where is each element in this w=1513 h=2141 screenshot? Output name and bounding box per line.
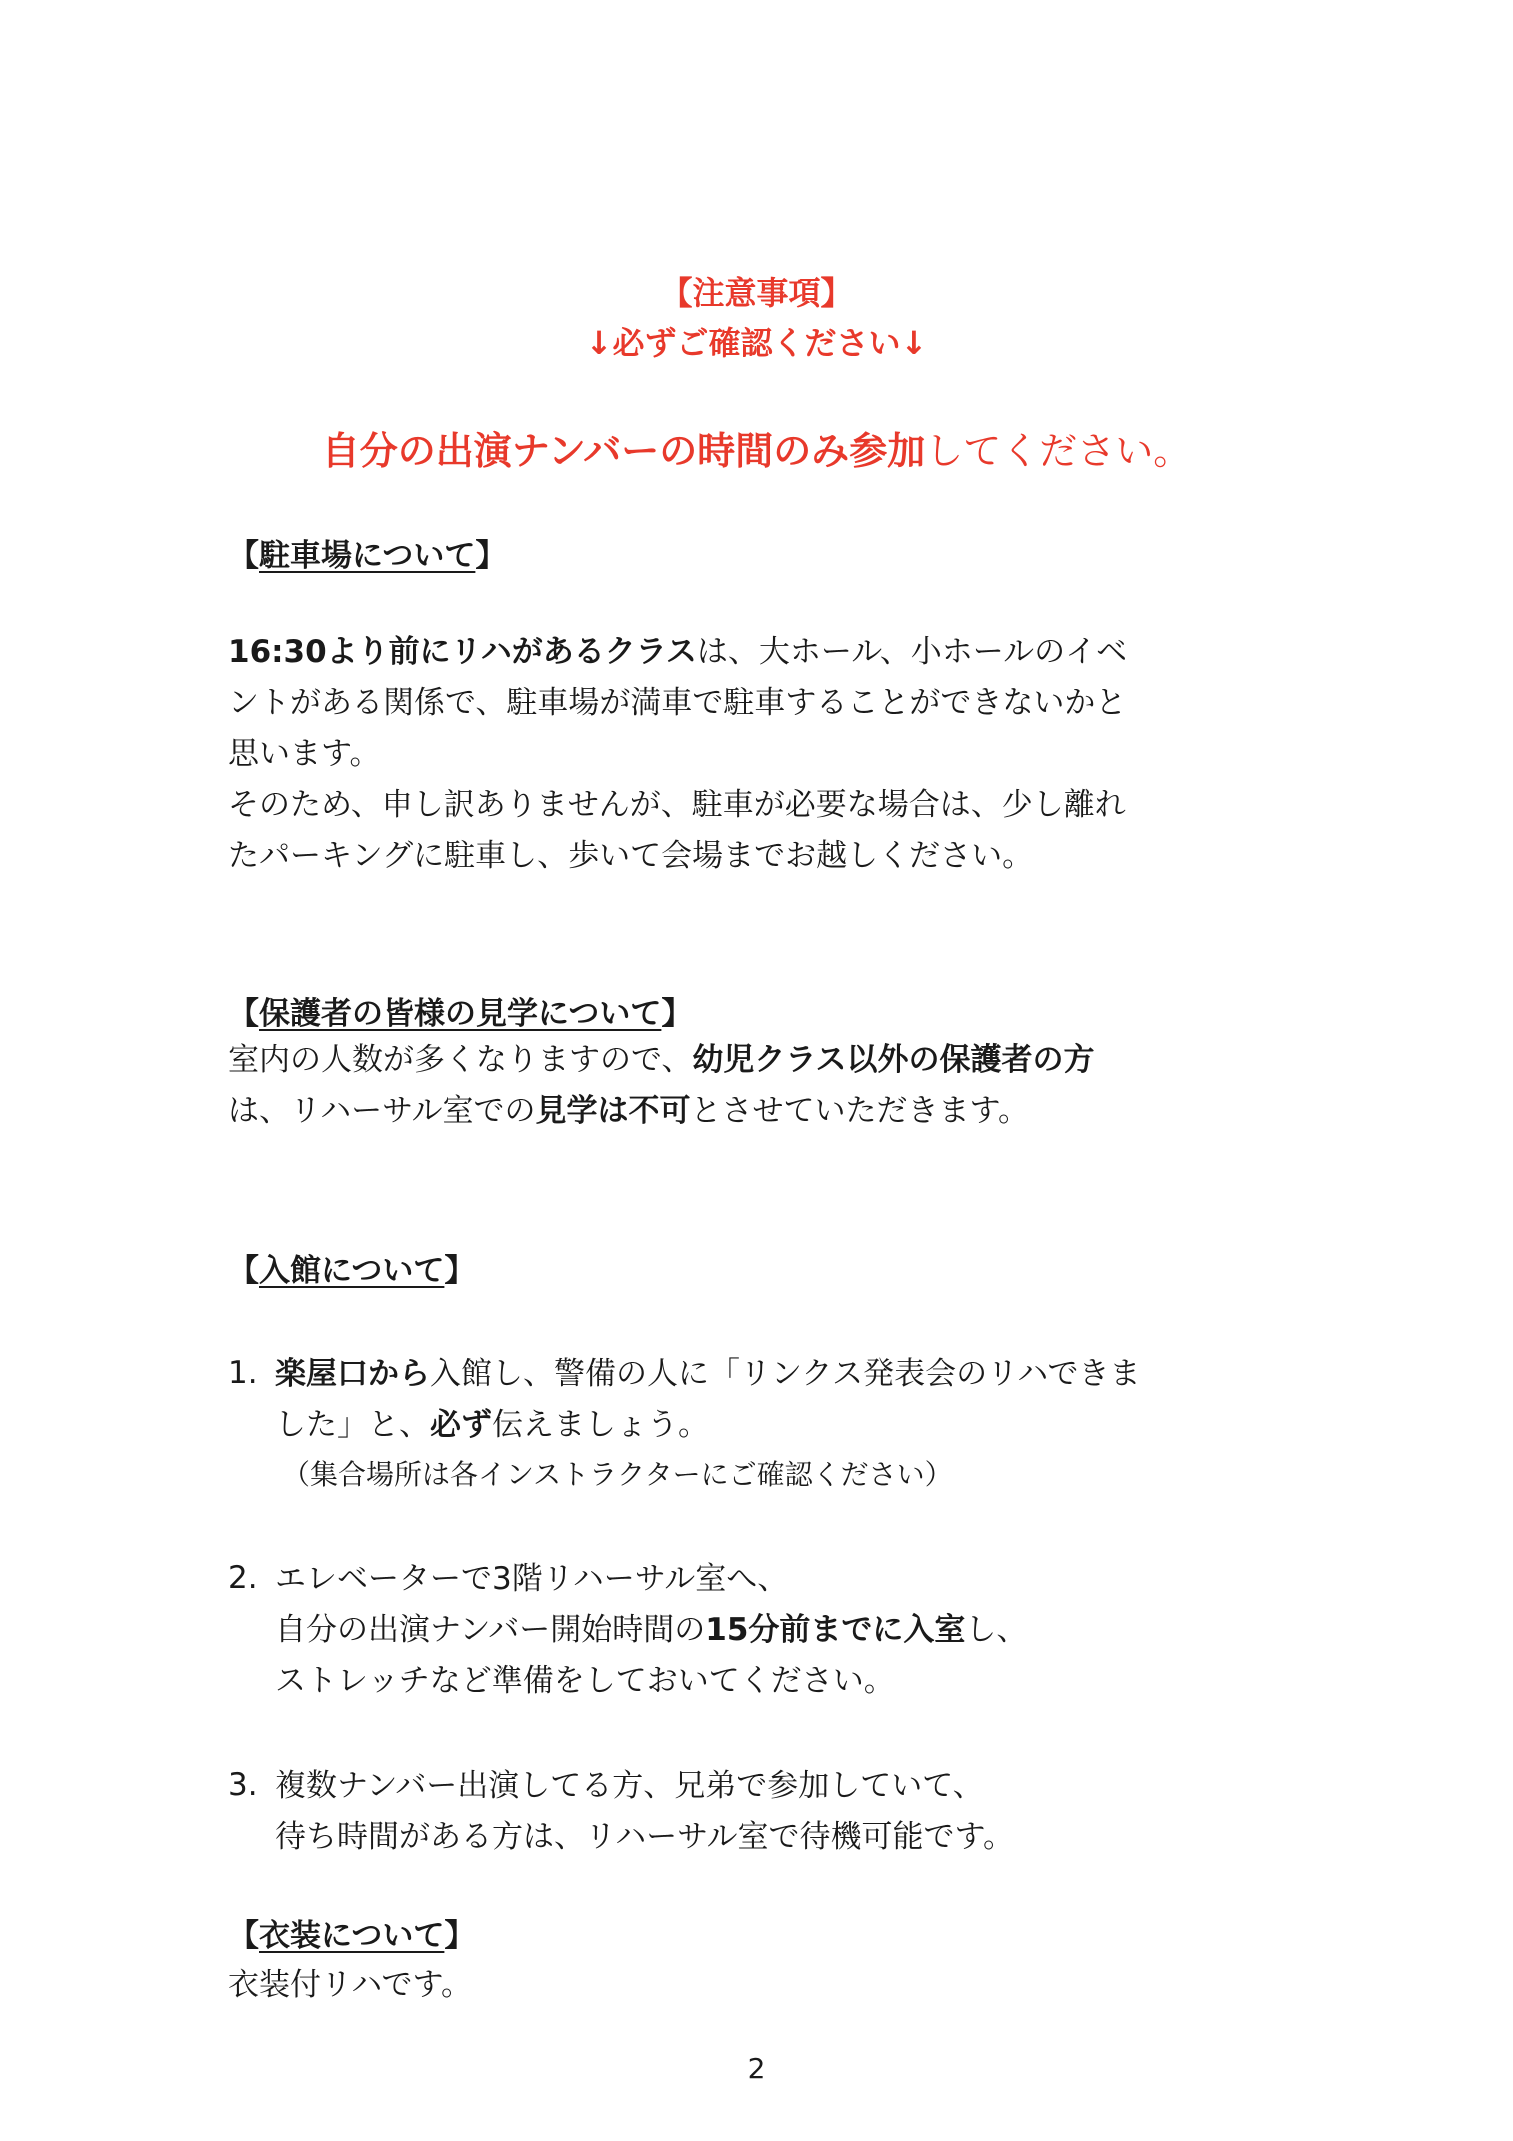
parking-line-4: そのため、申し訳ありませんが、駐車が必要な場合は、少し離れ — [228, 787, 1126, 823]
entry-item-1-number: 1. — [228, 1355, 258, 1391]
costume-text: 衣装付リハです。 — [228, 1967, 472, 2003]
parking-heading-text: 駐車場について — [259, 538, 476, 574]
bracket-open: 【 — [228, 538, 259, 574]
guardians-line-2-b: とさせていただきます。 — [690, 1093, 1030, 1129]
entry-item-1-rest: 入館し、警備の人に「リンクス発表会のリハできま — [430, 1356, 1141, 1392]
instruction-bold: 自分の出演ナンバーの時間のみ参加 — [321, 429, 926, 473]
parking-line-1-rest: は、大ホール、小ホールのイベ — [696, 634, 1128, 670]
parking-bold-text: 16:30より前にリハがあるクラス — [228, 634, 697, 670]
entry-item-1-note: （集合場所は各インストラクターにご確認ください） — [282, 1458, 953, 1491]
bracket-open: 【 — [228, 1918, 259, 1954]
guardians-line-2-a: は、リハーサル室での — [228, 1093, 536, 1129]
entry-item-1-line-1 — [275, 1348, 1141, 1393]
guardians-heading — [228, 988, 692, 1033]
parking-line-3: 思います。 — [228, 736, 381, 772]
entry-heading-text: 入館について — [259, 1253, 445, 1289]
entry-item-2-line-3: ストレッチなど準備をしておいてください。 — [275, 1663, 895, 1699]
bracket-close: 】 — [444, 1918, 476, 1954]
bracket-open: 【 — [228, 1253, 259, 1289]
instruction-rest: してください。 — [925, 429, 1192, 473]
entry-item-2-number: 2. — [228, 1560, 258, 1596]
page-number: 2 — [747, 2052, 766, 2085]
guardians-line-1-normal: 室内の人数が多くなりますので、 — [228, 1042, 693, 1078]
guardians-heading-text: 保護者の皆様の見学について — [259, 996, 662, 1032]
notice-title: 【注意事項】 — [660, 274, 853, 312]
bracket-close: 】 — [475, 538, 507, 574]
entry-item-1-bold: 楽屋口から — [275, 1356, 430, 1392]
entry-heading — [228, 1245, 475, 1290]
bracket-close: 】 — [661, 996, 693, 1032]
entry-item-2-line-1: エレベーターで3階リハーサル室へ、 — [275, 1561, 789, 1597]
entry-item-1-line-2-a: した」と、 — [275, 1407, 430, 1443]
entry-item-2-line-2-b: し、 — [965, 1612, 1028, 1648]
costume-heading — [228, 1910, 475, 1955]
notice-subtitle: ↓必ずご確認ください↓ — [585, 324, 928, 362]
entry-item-3-number: 3. — [228, 1767, 258, 1803]
entry-item-2-line-2 — [275, 1604, 1027, 1649]
entry-item-2-line-2-a: 自分の出演ナンバー開始時間の — [275, 1612, 706, 1648]
entry-item-3-line-2: 待ち時間がある方は、リハーサル室で待機可能です。 — [275, 1819, 1015, 1855]
bracket-open: 【 — [228, 996, 259, 1032]
participation-instruction — [0, 420, 1513, 475]
parking-line-5: たパーキングに駐車し、歩いて会場までお越しください。 — [228, 838, 1034, 874]
entry-item-3-line-1: 複数ナンバー出演してる方、兄弟で参加していて、 — [275, 1768, 984, 1804]
bracket-close: 】 — [444, 1253, 476, 1289]
entry-item-1-line-2-bold: 必ず — [430, 1407, 492, 1443]
parking-line-1 — [228, 627, 1127, 678]
entry-item-2-line-2-bold: 15分前までに入室 — [705, 1612, 966, 1648]
guardians-line-1 — [228, 1035, 1094, 1086]
guardians-line-2-bold: 見学は不可 — [535, 1093, 691, 1129]
parking-heading — [228, 530, 506, 575]
entry-item-1-line-2-b: 伝えましょう。 — [492, 1407, 709, 1443]
guardians-line-2 — [228, 1086, 1029, 1137]
parking-line-2: ントがある関係で、駐車場が満車で駐車することができないかと — [228, 685, 1127, 721]
costume-heading-text: 衣装について — [259, 1918, 445, 1954]
guardians-line-1-bold: 幼児クラス以外の保護者の方 — [692, 1042, 1095, 1078]
entry-item-1-line-2 — [275, 1399, 709, 1444]
